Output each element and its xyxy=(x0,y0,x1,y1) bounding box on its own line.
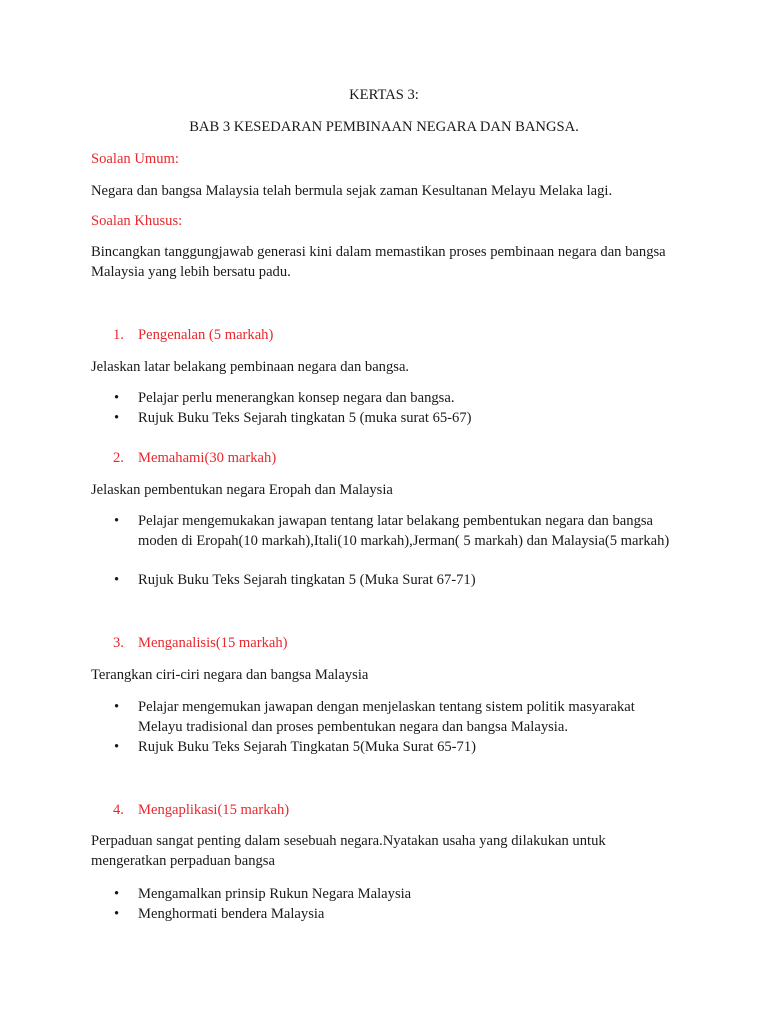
list-item: Rujuk Buku Teks Sejarah tingkatan 5 (muka surat 65-67) xyxy=(138,410,472,426)
bullet-icon: • xyxy=(114,410,120,426)
section-heading: Memahami(30 markah) xyxy=(138,450,277,466)
section-number: 3. xyxy=(113,635,124,651)
section-instruction: Terangkan ciri-ciri negara dan bangsa Malaysia xyxy=(91,667,369,683)
section-instruction: Jelaskan latar belakang pembinaan negara dan bangsa. xyxy=(91,359,410,375)
section-number: 2. xyxy=(113,450,124,466)
bullet-icon: • xyxy=(114,906,120,922)
section-instruction: Jelaskan pembentukan negara Eropah dan Malaysia xyxy=(91,482,393,498)
bullet-icon: • xyxy=(114,513,120,529)
soalan-umum-label: Soalan Umum: xyxy=(91,151,179,167)
soalan-umum-text: Negara dan bangsa Malaysia telah bermula sejak zaman Kesultanan Melayu Melaka lagi. xyxy=(91,183,613,199)
list-item: Pelajar perlu menerangkan konsep negara dan bangsa. xyxy=(138,390,455,406)
section-number: 4. xyxy=(113,802,124,818)
bullet-icon: • xyxy=(114,699,120,715)
document-title: KERTAS 3: xyxy=(349,87,419,103)
section-number: 1. xyxy=(113,327,124,343)
list-item: Pelajar mengemukakan jawapan tentang latar belakang pembentukan negara dan bangsa moden di Eropah(10 markah),Itali(10 markah),Jerman( 5 markah) dan Malaysia(5 markah) xyxy=(138,513,670,549)
bullet-icon: • xyxy=(114,886,120,902)
bullet-icon: • xyxy=(114,390,120,406)
soalan-khusus-label: Soalan Khusus: xyxy=(91,213,183,229)
section-heading: Menganalisis(15 markah) xyxy=(138,635,288,651)
section-heading: Mengaplikasi(15 markah) xyxy=(138,802,290,818)
list-item: Rujuk Buku Teks Sejarah tingkatan 5 (Muka Surat 67-71) xyxy=(138,572,476,588)
bullet-icon: • xyxy=(114,572,120,588)
document-subtitle: BAB 3 KESEDARAN PEMBINAAN NEGARA DAN BANGSA. xyxy=(189,119,579,135)
bullet-icon: • xyxy=(114,739,120,755)
list-item: Mengamalkan prinsip Rukun Negara Malaysia xyxy=(138,886,412,902)
list-item: Pelajar mengemukan jawapan dengan menjelaskan tentang sistem politik masyarakat Melayu tradisional dan proses pembentukan negara dan bangsa Malaysia. xyxy=(138,699,635,735)
section-heading: Pengenalan (5 markah) xyxy=(138,327,274,343)
list-item: Rujuk Buku Teks Sejarah Tingkatan 5(Muka Surat 65-71) xyxy=(138,739,476,755)
list-item: Menghormati bendera Malaysia xyxy=(138,906,325,922)
soalan-khusus-text: Bincangkan tanggungjawab generasi kini dalam memastikan proses pembinaan negara dan bangsa Malaysia yang lebih bersatu padu. xyxy=(91,244,666,280)
section-instruction: Perpaduan sangat penting dalam sesebuah negara.Nyatakan usaha yang dilakukan untuk mengeratkan perpaduan bangsa xyxy=(91,833,606,869)
